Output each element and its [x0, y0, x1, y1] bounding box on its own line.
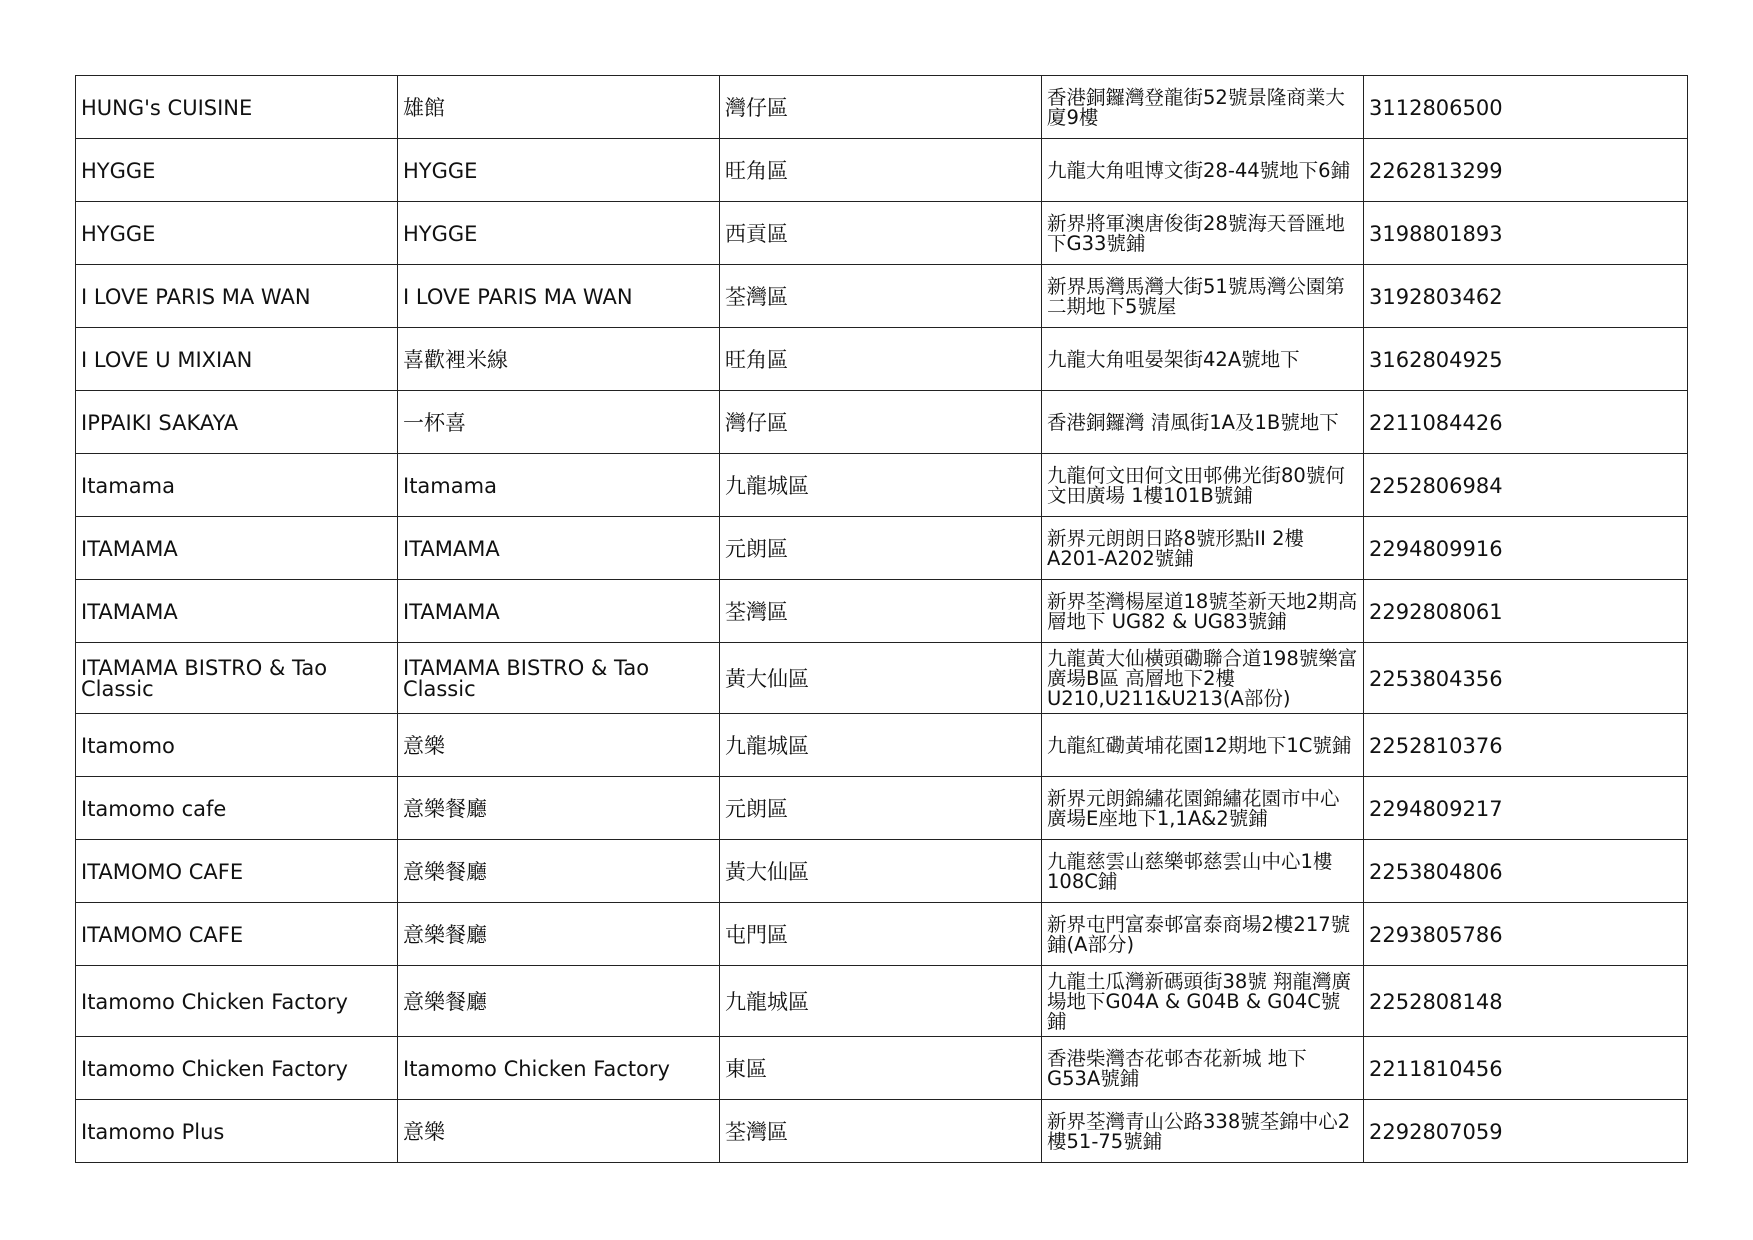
licence-number-cell: 2253804356	[1364, 643, 1688, 714]
english-name-cell: Itamomo	[76, 714, 398, 777]
address-cell: 新界元朗錦繡花園錦繡花園市中心廣場E座地下1,1A&2號鋪	[1042, 777, 1364, 840]
english-name-cell: Itamomo cafe	[76, 777, 398, 840]
table-row	[76, 328, 1688, 391]
english-name-cell: IPPAIKI SAKAYA	[76, 391, 398, 454]
address-cell: 香港銅鑼灣登龍街52號景隆商業大廈9樓	[1042, 76, 1364, 139]
english-name-cell: ITAMAMA	[76, 517, 398, 580]
table-row	[76, 517, 1688, 580]
licence-number-cell: 2252806984	[1364, 454, 1688, 517]
chinese-name-cell: 一杯喜	[398, 391, 720, 454]
address-cell: 香港銅鑼灣 清風街1A及1B號地下	[1042, 391, 1364, 454]
licence-number-cell: 2253804806	[1364, 840, 1688, 903]
table-row	[76, 76, 1688, 139]
english-name-cell: Itamama	[76, 454, 398, 517]
district-cell: 灣仔區	[720, 391, 1042, 454]
district-cell: 黃大仙區	[720, 643, 1042, 714]
english-name-cell: I LOVE U MIXIAN	[76, 328, 398, 391]
chinese-name-cell: 意樂餐廳	[398, 777, 720, 840]
licence-number-cell: 2211084426	[1364, 391, 1688, 454]
licence-number-cell: 2252810376	[1364, 714, 1688, 777]
table-row	[76, 202, 1688, 265]
chinese-name-cell: 意樂餐廳	[398, 840, 720, 903]
chinese-name-cell: ITAMAMA BISTRO & Tao Classic	[398, 643, 720, 714]
address-cell: 新界元朗朗日路8號形點II 2樓A201-A202號鋪	[1042, 517, 1364, 580]
chinese-name-cell: 意樂餐廳	[398, 966, 720, 1037]
address-cell: 新界屯門富泰邨富泰商場2樓217號鋪(A部分)	[1042, 903, 1364, 966]
district-cell: 元朗區	[720, 517, 1042, 580]
address-cell: 新界馬灣馬灣大街51號馬灣公園第二期地下5號屋	[1042, 265, 1364, 328]
table-row	[76, 139, 1688, 202]
address-cell: 九龍土瓜灣新碼頭街38號 翔龍灣廣場地下G04A & G04B & G04C號鋪	[1042, 966, 1364, 1037]
english-name-cell: Itamomo Chicken Factory	[76, 1037, 398, 1100]
district-cell: 西貢區	[720, 202, 1042, 265]
address-cell: 新界荃灣楊屋道18號荃新天地2期高層地下 UG82 & UG83號鋪	[1042, 580, 1364, 643]
licence-number-cell: 2292807059	[1364, 1100, 1688, 1163]
table-row	[76, 643, 1688, 714]
chinese-name-cell: ITAMAMA	[398, 517, 720, 580]
licence-number-cell: 2292808061	[1364, 580, 1688, 643]
table-row	[76, 966, 1688, 1037]
chinese-name-cell: 雄館	[398, 76, 720, 139]
licence-number-cell: 2293805786	[1364, 903, 1688, 966]
district-cell: 屯門區	[720, 903, 1042, 966]
table-row	[76, 840, 1688, 903]
table-row	[76, 580, 1688, 643]
english-name-cell: ITAMAMA BISTRO & Tao Classic	[76, 643, 398, 714]
licence-number-cell: 2252808148	[1364, 966, 1688, 1037]
chinese-name-cell: 意樂	[398, 714, 720, 777]
chinese-name-cell: HYGGE	[398, 202, 720, 265]
chinese-name-cell: HYGGE	[398, 139, 720, 202]
district-cell: 旺角區	[720, 139, 1042, 202]
address-cell: 九龍大角咀晏架街42A號地下	[1042, 328, 1364, 391]
address-cell: 新界將軍澳唐俊街28號海天晉匯地下G33號鋪	[1042, 202, 1364, 265]
english-name-cell: ITAMAMA	[76, 580, 398, 643]
english-name-cell: ITAMOMO CAFE	[76, 903, 398, 966]
english-name-cell: I LOVE PARIS MA WAN	[76, 265, 398, 328]
chinese-name-cell: Itamomo Chicken Factory	[398, 1037, 720, 1100]
table-row	[76, 903, 1688, 966]
licence-number-cell: 2262813299	[1364, 139, 1688, 202]
table-row	[76, 391, 1688, 454]
district-cell: 荃灣區	[720, 265, 1042, 328]
english-name-cell: Itamomo Plus	[76, 1100, 398, 1163]
licence-number-cell: 2294809916	[1364, 517, 1688, 580]
district-cell: 灣仔區	[720, 76, 1042, 139]
english-name-cell: ITAMOMO CAFE	[76, 840, 398, 903]
licence-number-cell: 3112806500	[1364, 76, 1688, 139]
table-row	[76, 265, 1688, 328]
chinese-name-cell: ITAMAMA	[398, 580, 720, 643]
table-row	[76, 454, 1688, 517]
table-row	[76, 1100, 1688, 1163]
district-cell: 黃大仙區	[720, 840, 1042, 903]
table-row	[76, 714, 1688, 777]
chinese-name-cell: 喜歡裡米線	[398, 328, 720, 391]
district-cell: 荃灣區	[720, 1100, 1042, 1163]
address-cell: 新界荃灣青山公路338號荃錦中心2樓51-75號鋪	[1042, 1100, 1364, 1163]
district-cell: 旺角區	[720, 328, 1042, 391]
table-row	[76, 777, 1688, 840]
table-row	[76, 1037, 1688, 1100]
district-cell: 九龍城區	[720, 714, 1042, 777]
english-name-cell: HYGGE	[76, 139, 398, 202]
licence-number-cell: 3192803462	[1364, 265, 1688, 328]
district-cell: 元朗區	[720, 777, 1042, 840]
restaurant-table	[75, 75, 1688, 1163]
chinese-name-cell: Itamama	[398, 454, 720, 517]
address-cell: 九龍大角咀博文街28-44號地下6鋪	[1042, 139, 1364, 202]
english-name-cell: HUNG's CUISINE	[76, 76, 398, 139]
district-cell: 九龍城區	[720, 454, 1042, 517]
english-name-cell: Itamomo Chicken Factory	[76, 966, 398, 1037]
english-name-cell: HYGGE	[76, 202, 398, 265]
licence-number-cell: 3198801893	[1364, 202, 1688, 265]
chinese-name-cell: 意樂餐廳	[398, 903, 720, 966]
address-cell: 九龍紅磡黃埔花園12期地下1C號鋪	[1042, 714, 1364, 777]
address-cell: 九龍慈雲山慈樂邨慈雲山中心1樓108C鋪	[1042, 840, 1364, 903]
district-cell: 九龍城區	[720, 966, 1042, 1037]
address-cell: 九龍何文田何文田邨佛光街80號何文田廣場 1樓101B號鋪	[1042, 454, 1364, 517]
chinese-name-cell: 意樂	[398, 1100, 720, 1163]
licence-number-cell: 2211810456	[1364, 1037, 1688, 1100]
district-cell: 東區	[720, 1037, 1042, 1100]
chinese-name-cell: I LOVE PARIS MA WAN	[398, 265, 720, 328]
address-cell: 九龍黃大仙橫頭磡聯合道198號樂富廣場B區 高層地下2樓U210,U211&U213(A部份)	[1042, 643, 1364, 714]
district-cell: 荃灣區	[720, 580, 1042, 643]
address-cell: 香港柴灣杏花邨杏花新城 地下G53A號鋪	[1042, 1037, 1364, 1100]
licence-number-cell: 3162804925	[1364, 328, 1688, 391]
licence-number-cell: 2294809217	[1364, 777, 1688, 840]
